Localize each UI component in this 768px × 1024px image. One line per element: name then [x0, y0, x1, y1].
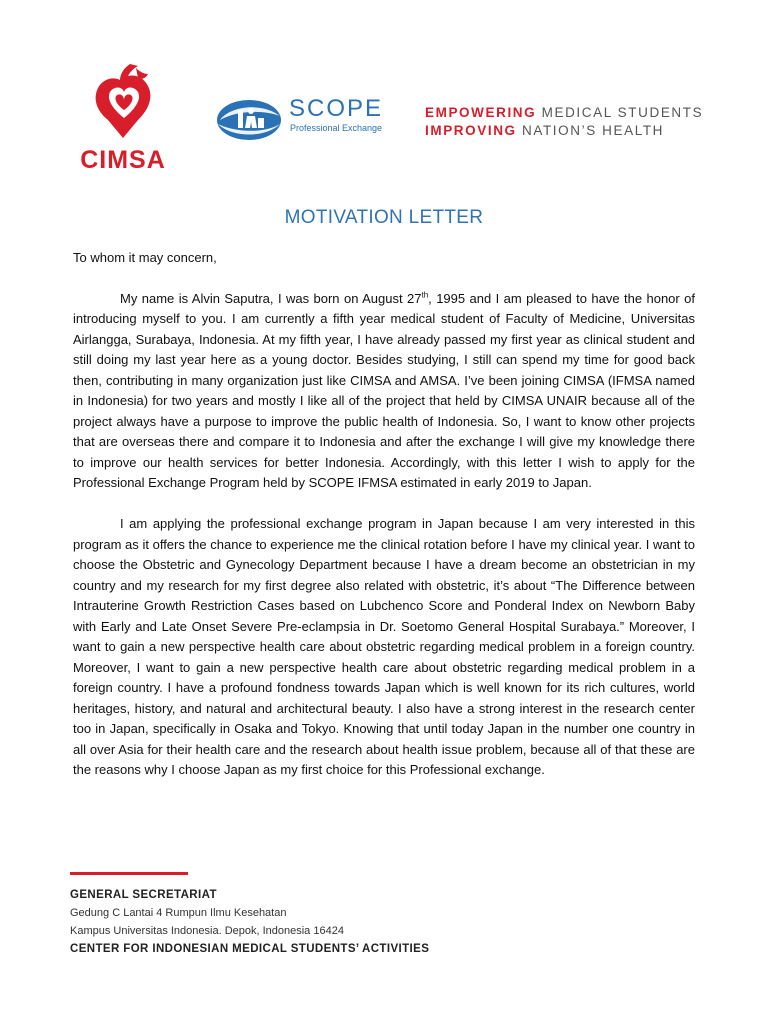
document-title: MOTIVATION LETTER: [284, 207, 484, 228]
address-line-2: Kampus Universitas Indonesia. Depok, Indonesia 16424: [70, 925, 344, 937]
footer-divider: [70, 872, 188, 875]
letterhead: [0, 0, 768, 200]
scope-emblem-icon: [216, 98, 282, 142]
tagline-2-strong: IMPROVING: [425, 123, 517, 138]
tagline-1-strong: EMPOWERING: [425, 105, 537, 120]
tagline: [425, 104, 703, 140]
footer: [70, 872, 570, 955]
tagline-line-2: [425, 122, 703, 140]
address-line-1: Gedung C Lantai 4 Rumpun Ilmu Kesehatan: [70, 907, 287, 919]
paragraph-1: [73, 289, 695, 494]
paragraph-1-rest: , 1995 and I am pleased to have the honor of introducing myself to you. I am currently a fifth year medical student of Faculty of Medicine, Universitas Airlangga, Surabaya, Indonesia. At my fifth year, I have already passed my first year as clinical student and still doing my last year here as a young doctor. Besides studying, I still can spend my time for good back then, contributing in many organization just like CIMSA and AMSA. I’ve been joining CIMSA (IFMSA named in Indonesia) for two years and mostly I like all of the project that held by CIMSA UNAIR because all of the project always have a purpose to improve the public health of Indonesia. So, I want to know other projects that are overseas there and compare it to Indonesia and after the exchange I will give my knowledge there to improve our health services for better Indonesia. Accordingly, with this letter I wish to apply for the Professional Exchange Program held by SCOPE IFMSA estimated in early 2019 to Japan.: [73, 290, 695, 490]
footer-heading: GENERAL SECRETARIAT: [70, 889, 217, 901]
cimsa-emblem-icon: [90, 62, 156, 142]
cimsa-wordmark: CIMSA: [80, 146, 166, 174]
scope-wordmark: SCOPE: [289, 95, 384, 122]
tagline-2-rest: NATION’S HEALTH: [516, 123, 665, 138]
scope-logo: [216, 95, 396, 142]
paragraph-1-start: My name is Alvin Saputra, I was born on August 27: [120, 290, 422, 306]
scope-subtitle: Professional Exchange: [290, 123, 383, 133]
tagline-1-rest: MEDICAL STUDENTS: [536, 105, 704, 120]
salutation: To whom it may concern,: [73, 250, 217, 265]
letter-body: [73, 248, 695, 801]
footer-organization: CENTER FOR INDONESIAN MEDICAL STUDENTS’ ACTIVITIES: [70, 943, 430, 955]
ordinal-suffix: th: [421, 290, 429, 300]
paragraph-2: I am applying the professional exchange program in Japan because I am very interested in this program as it offers the chance to experience me the clinical rotation before I have my clinical year. I want to choose the Obstetric and Gynecology Department because I have a dream become an obstetrician in my country and my research for my first degree also related with obstetric, it’s about “The Difference between Intrauterine Growth Restriction Cases based on Lubchenco Score and Ponderal Index on Newborn Baby with Early and Late Onset Severe Pre-eclampsia in Dr. Soetomo General Hospital Surabaya.” Moreover, I want to gain a new perspective health care about obstetric regarding medical problem in a foreign country. Moreover, I want to gain a new perspective health care about obstetric regarding medical problem in a foreign country. I have a profound fondness towards Japan which is well known for its rich cultures, world heritages, history, and natural and architectural beauty. I also have a strong interest in the research center too in Japan, specifically in Osaka and Tokyo. Knowing that until today Japan in the number one country in all over Asia for their health care and the research about health issue problem, because all of that these are the reasons why I choose Japan as my first choice for this Professional exchange.: [73, 516, 695, 777]
cimsa-logo: [68, 62, 178, 174]
tagline-line-1: [425, 104, 703, 122]
